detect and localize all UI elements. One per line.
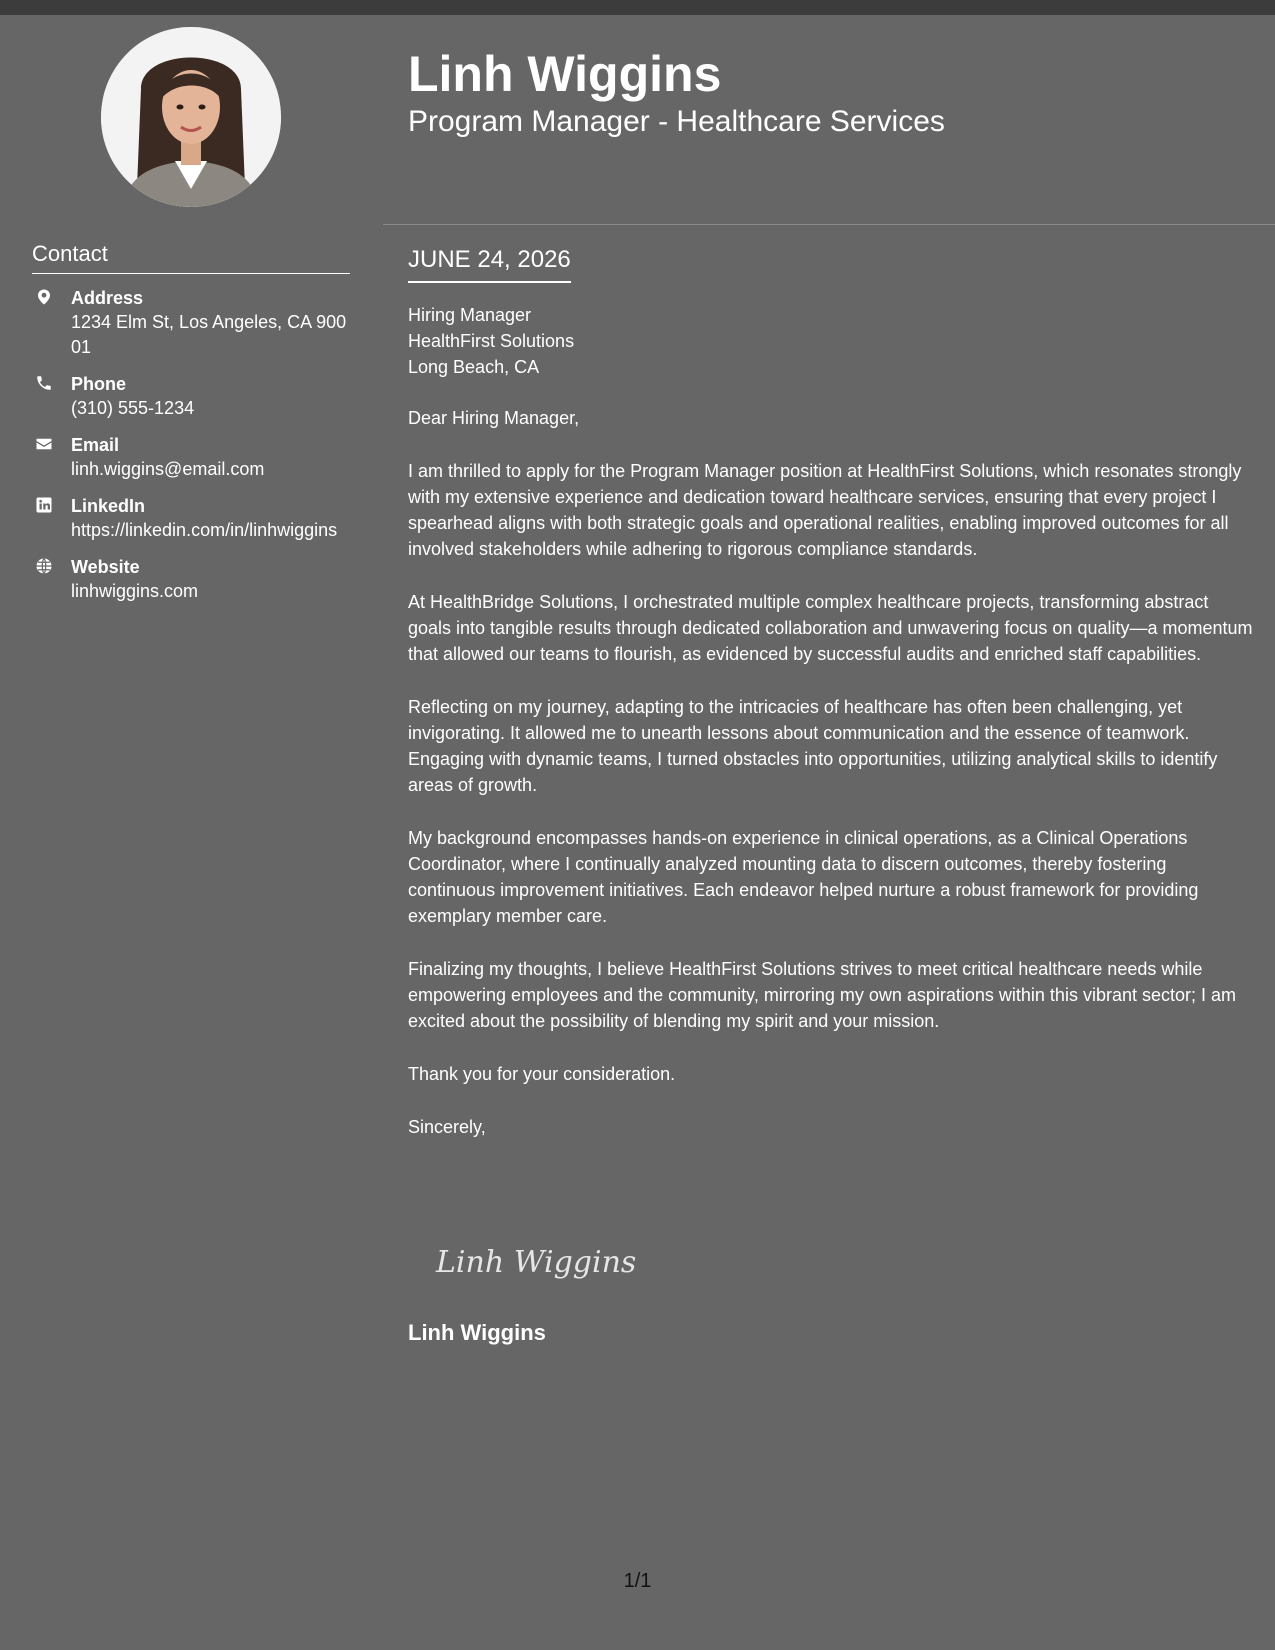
profile-photo [101, 27, 281, 207]
contact-value: linh.wiggins@email.com [71, 459, 265, 479]
top-bar [0, 0, 1275, 15]
contact-label: Email [71, 435, 120, 455]
recipient-company: HealthFirst Solutions [408, 331, 575, 351]
contact-label: Phone [71, 374, 127, 394]
contact-heading: Contact [32, 241, 350, 274]
letter-paragraph: Finalizing my thoughts, I believe HealthFirst Solutions strives to meet critical healthcare needs while empowering employees and the community, mirroring my own aspirations within this vibrant sector; I am excited about the possibility of blending my spirit and your mission. [408, 959, 1236, 1031]
phone-icon [35, 374, 53, 392]
envelope-icon [35, 435, 53, 453]
contact-label: LinkedIn [71, 496, 146, 516]
portrait-illustration [101, 27, 281, 207]
salutation: Dear Hiring Manager, [408, 408, 580, 428]
closing: Sincerely, [408, 1117, 486, 1137]
letter-date: JUNE 24, 2026 [408, 245, 571, 283]
letter-paragraph: At HealthBridge Solutions, I orchestrated multiple complex healthcare projects, transforming abstract goals into tangible results through dedicated collaboration and unwavering focus on quality—a momentum that allowed our teams to flourish, as evidenced by successful audits and enriched staff capabilities. [408, 592, 1253, 664]
page-number: 1/1 [623, 1570, 652, 1592]
letter-body [408, 302, 1254, 1167]
job-title: Program Manager - Healthcare Services [408, 105, 945, 138]
globe-icon [35, 557, 53, 575]
contact-address [32, 286, 352, 360]
recipient-name: Hiring Manager [408, 305, 532, 325]
contact-value: https://linkedin.com/in/linhwiggins [71, 520, 338, 540]
contact-linkedin [32, 494, 352, 543]
contact-phone [32, 372, 352, 421]
linkedin-icon [35, 496, 53, 514]
signature-text: Linh Wiggins [436, 1245, 637, 1280]
signature [432, 1232, 672, 1292]
contact-website [32, 555, 352, 604]
map-pin-icon [35, 288, 53, 306]
recipient-block [408, 302, 1254, 380]
header-divider [383, 224, 1275, 225]
contact-label: Address [71, 288, 144, 308]
contact-list [32, 286, 352, 616]
letter-paragraph: My background encompasses hands-on experience in clinical operations, as a Clinical Operations Coordinator, where I continually analyzed mounting data to discern outcomes, thereby fostering continuous improvement initiatives. Each endeavor helped nurture a robust framework for providing exemplary member care. [408, 828, 1199, 926]
signed-name: Linh Wiggins [408, 1320, 546, 1345]
contact-email [32, 433, 352, 482]
letter-paragraph: Thank you for your consideration. [408, 1064, 676, 1084]
contact-value: linhwiggins.com [71, 581, 199, 601]
contact-label: Website [71, 557, 140, 577]
contact-value: (310) 555-1234 [71, 398, 195, 418]
contact-value: 1234 Elm St, Los Angeles, CA 90001 [71, 312, 347, 357]
letter-paragraph: Reflecting on my journey, adapting to the intricacies of healthcare has often been challenging, yet invigorating. It allowed me to unearth lessons about communication and the essence of teamwork. Engaging with dynamic teams, I turned obstacles into opportunities, utilizing analytical skills to identify areas of growth. [408, 697, 1218, 795]
applicant-name: Linh Wiggins [408, 46, 722, 102]
recipient-location: Long Beach, CA [408, 357, 540, 377]
letter-paragraph: I am thrilled to apply for the Program Manager position at HealthFirst Solutions, which resonates strongly with my extensive experience and dedication toward healthcare services, ensuring that every project I spearhead aligns with both strategic goals and operational realities, enabling improved outcomes for all involved stakeholders while adhering to rigorous compliance standards. [408, 461, 1242, 559]
